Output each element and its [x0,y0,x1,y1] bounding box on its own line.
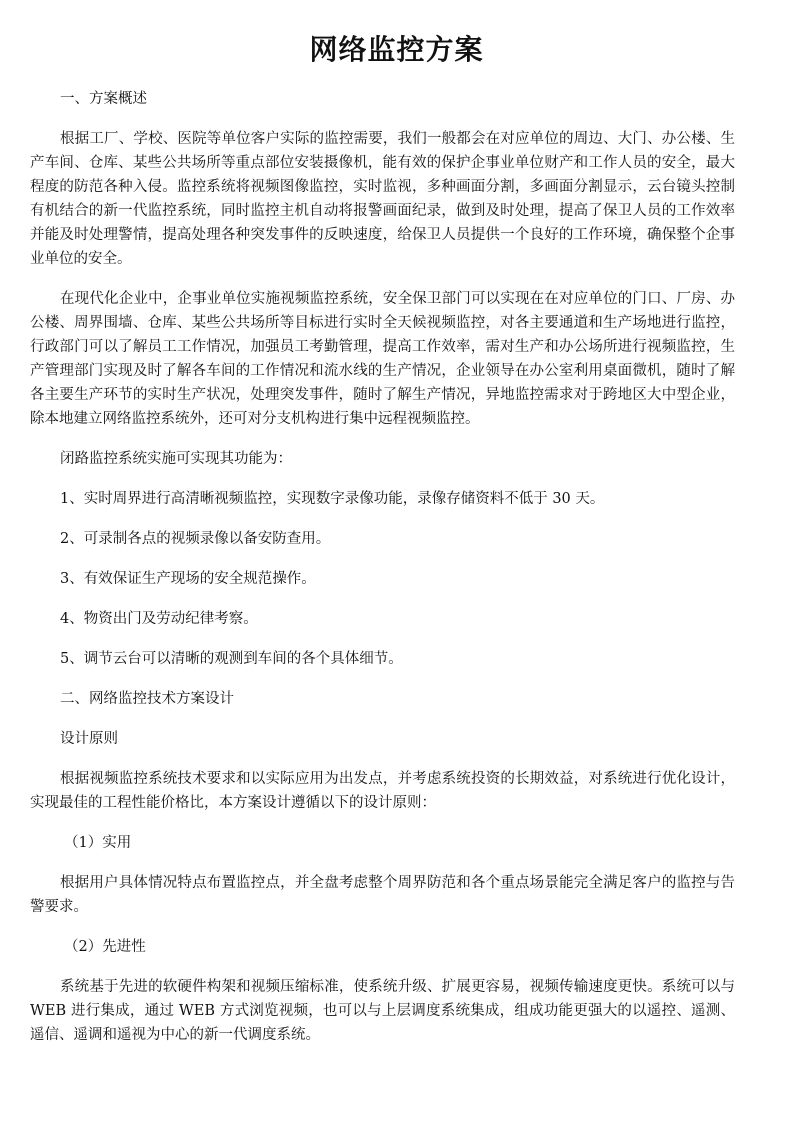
subsection-heading-principles: 设计原则 [60,731,118,747]
document-body [30,87,735,1063]
function-item-1: 1、实时周界进行高清晰视频监控，实现数字录像功能，录像存储资料不低于 30 天。 [60,491,605,507]
function-item-4: 4、物资出门及劳动纪律考察。 [60,611,258,627]
section-heading-overview: 一、方案概述 [60,91,147,107]
paragraph-overview-2: 在现代化企业中，企事业单位实施视频监控系统，安全保卫部门可以实现在在对应单位的门口、厂房、办公楼、周界围墙、仓库、某些公共场所等目标进行实时全天候视频监控，对各主要通道和生产场地进行监控，行政部门可以了解员工工作情况，加强员工考勤管理，提高工作效率，需对生产和办公场所进行视频监控，生产管理部门实现及时了解各车间的工作情况和流水线的生产情况，企业领导在办公室利用桌面微机，随时了解各主要生产环节的实时生产状况，处理突发事件，随时了解生产情况，异地监控需求对于跨地区大中型企业，除本地建立网络监控系统外，还可对分支机构进行集中远程视频监控。 [30,291,735,427]
paragraph-practical: 根据用户具体情况特点布置监控点，并全盘考虑整个周界防范和各个重点场景能完全满足客户的监控与告警要求。 [30,875,735,915]
paragraph-advanced: 系统基于先进的软硬件构架和视频压缩标准，使系统升级、扩展更容易，视频传输速度更快。系统可以与 WEB 进行集成，通过 WEB 方式浏览视频，也可以与上层调度系统集成，组成功能更强大的以遥控、遥测、遥信、遥调和遥视为中心的新一代调度系统。 [30,979,735,1043]
function-item-2: 2、可录制各点的视频录像以备安防查用。 [60,531,331,547]
section-heading-design: 二、网络监控技术方案设计 [60,691,234,707]
paragraph-overview-1: 根据工厂、学校、医院等单位客户实际的监控需要，我们一般都会在对应单位的周边、大门、办公楼、生产车间、仓库、某些公共场所等重点部位安装摄像机，能有效的保护企事业单位财产和工作人员的安全，最大程度的防范各种入侵。监控系统将视频图像监控，实时监视，多种画面分割，多画面分割显示，云台镜头控制有机结合的新一代监控系统，同时监控主机自动将报警画面纪录，做到及时处理，提高了保卫人员的工作效率并能及时处理警情，提高处理各种突发事件的反映速度，给保卫人员提供一个良好的工作环境，确保整个企事业单位的安全。 [30,131,735,267]
function-item-5: 5、调节云台可以清晰的观测到车间的各个具体细节。 [60,651,403,667]
principle-heading-practical: （1）实用 [64,835,132,851]
paragraph-functions-intro: 闭路监控系统实施可实现其功能为： [60,451,292,467]
principle-heading-advanced: （2）先进性 [64,939,146,955]
paragraph-principles: 根据视频监控系统技术要求和以实际应用为出发点，并考虑系统投资的长期效益，对系统进行优化设计，实现最佳的工程性能价格比，本方案设计遵循以下的设计原则： [30,771,735,811]
function-item-3: 3、有效保证生产现场的安全规范操作。 [60,571,316,587]
document-title: 网络监控方案 [309,33,484,66]
